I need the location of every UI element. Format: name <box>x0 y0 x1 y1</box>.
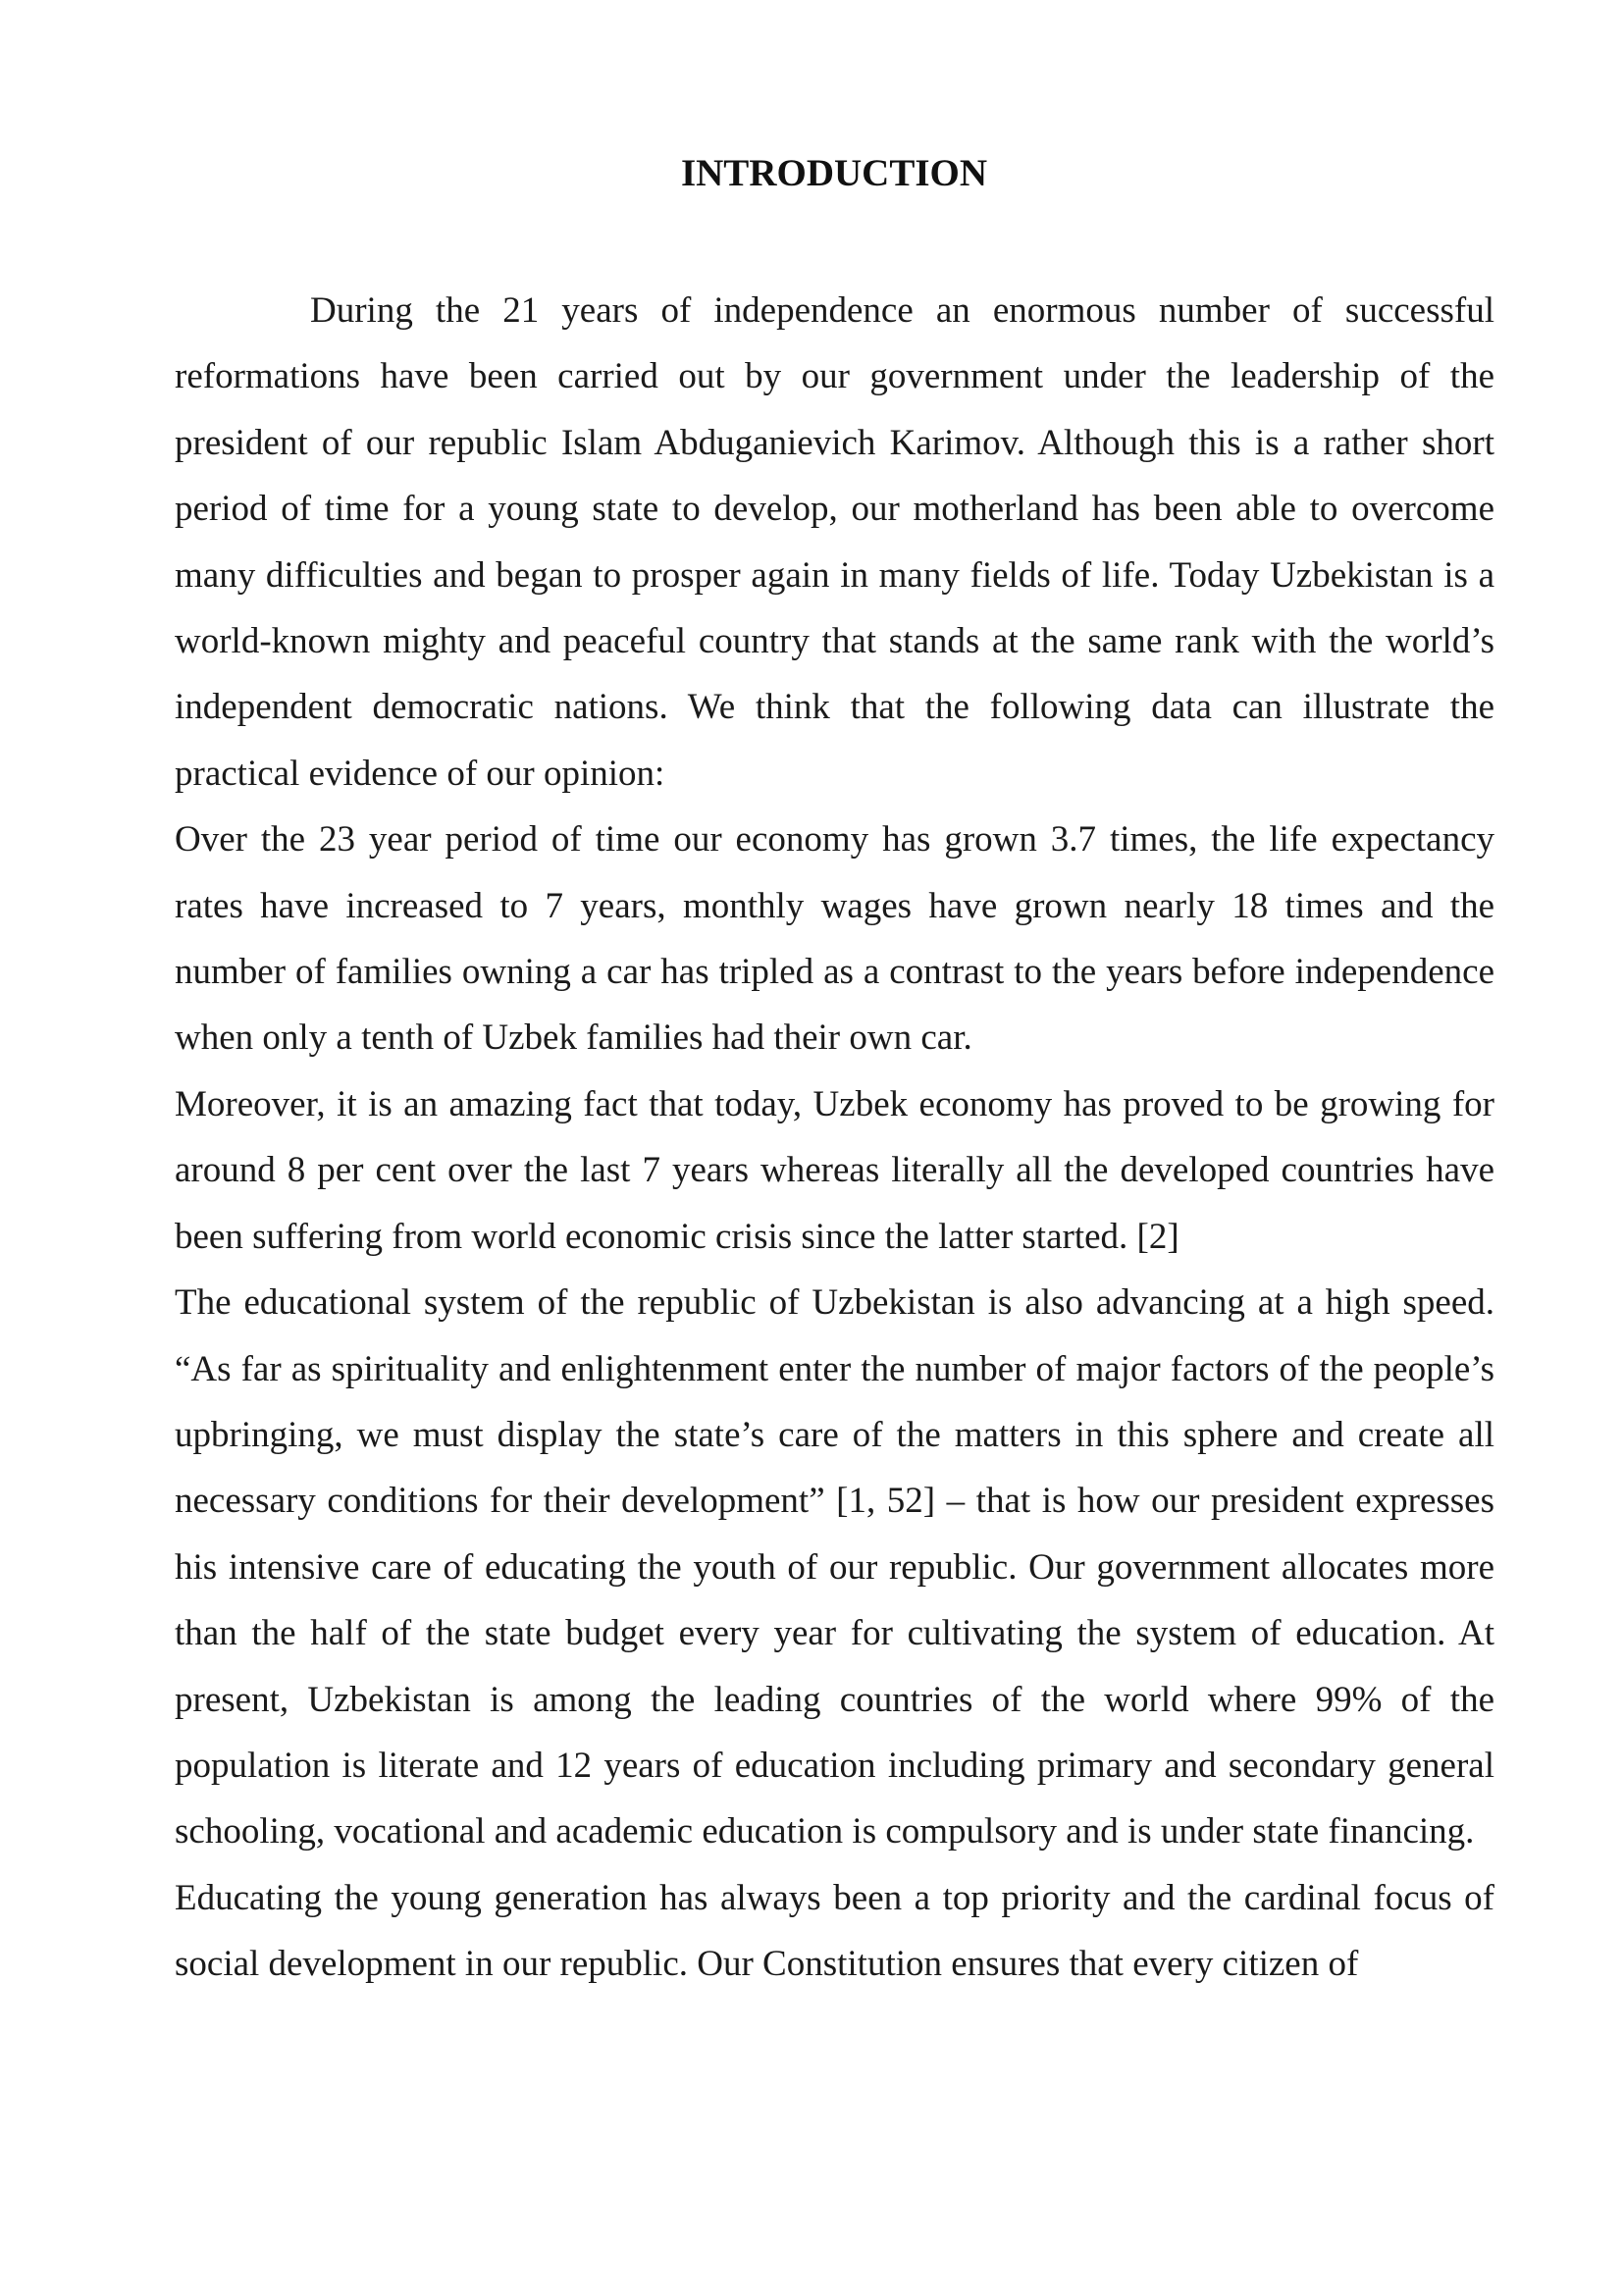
page-heading: INTRODUCTION <box>680 152 988 194</box>
paragraph-economic-growth: Moreover, it is an amazing fact that today, Uzbek economy has proved to be growing for around 8 per cent over the last 7 years whereas literally all the developed countries have been suffering from world economic crisis since the latter started. [2] <box>175 1083 1494 1257</box>
paragraph-young-generation: Educating the young generation has always been a top priority and the cardinal focus of social development in our republic. Our Constitution ensures that every citizen of <box>175 1877 1494 1985</box>
paragraph-education-system: The educational system of the republic of Uzbekistan is also advancing at a high speed. “As far as spirituality and enlightenment enter the number of major factors of the people’s upbringing, we must display the state’s care of the matters in this sphere and create all necessary conditions for their development” [1, 52] – that is how our president expresses his intensive care of educating the youth of our republic. Our government allocates more than the half of the state budget every year for cultivating the system of education. At present, Uzbekistan is among the leading countries of the world where 99% of the population is literate and 12 years of education including primary and secondary general schooling, vocational and academic education is compulsory and is under state financing. <box>175 1282 1494 1852</box>
paragraph-economy-statistics: Over the 23 year period of time our economy has grown 3.7 times, the life expectancy rates have increased to 7 years, monthly wages have grown nearly 18 times and the number of families owning a car has tripled as a contrast to the years before independence when only a tenth of Uzbek families had their own car. <box>175 819 1494 1059</box>
paragraph-independence: During the 21 years of independence an enormous number of successful reformations have been carried out by our government under the leadership of the president of our republic Islam Abduganievich Karimov. Although this is a rather short period of time for a young state to develop, our motherland has been able to overcome many difficulties and began to prosper again in many fields of life. Today Uzbekistan is a world-known mighty and peaceful country that stands at the same rank with the world’s independent democratic nations. We think that the following data can illustrate the practical evidence of our opinion: <box>175 290 1494 794</box>
document-body <box>175 278 1494 1998</box>
